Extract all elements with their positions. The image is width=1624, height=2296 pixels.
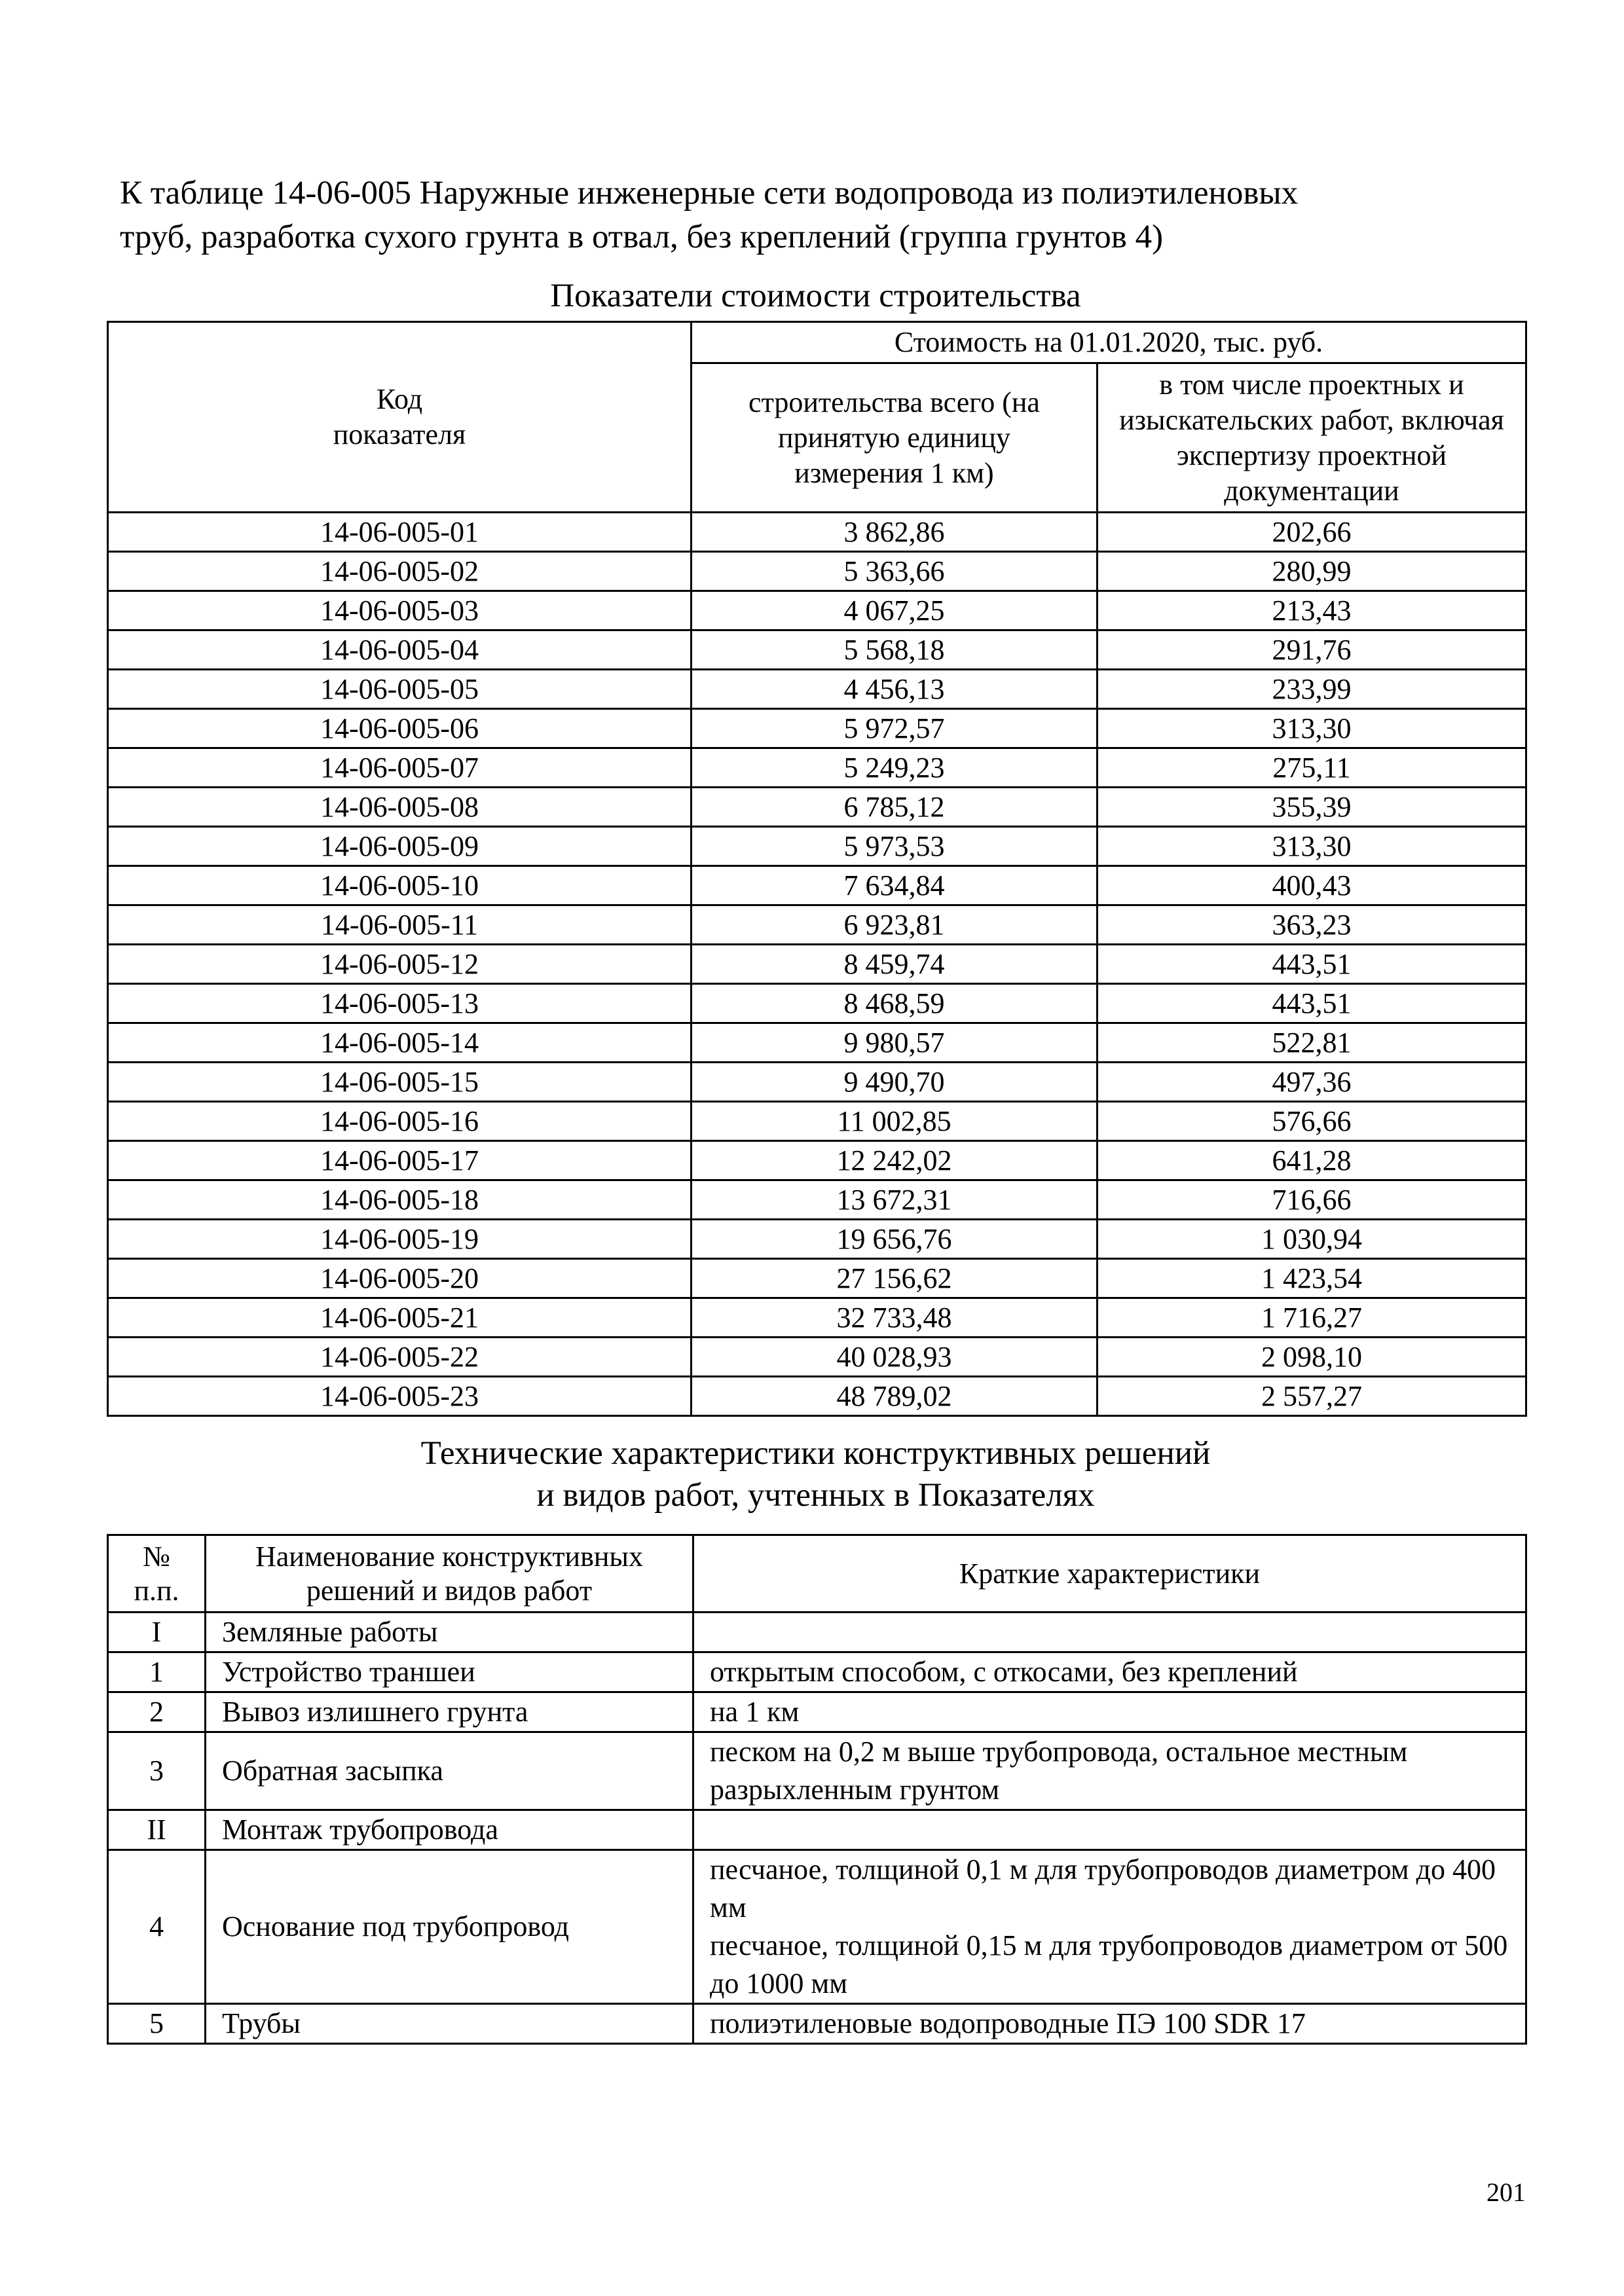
- item-number: 3: [108, 1732, 206, 1810]
- indicator-code: 14-06-005-08: [108, 788, 692, 827]
- indicator-code: 14-06-005-22: [108, 1338, 692, 1377]
- total-cost: 8 468,59: [692, 984, 1098, 1023]
- total-cost: 5 973,53: [692, 827, 1098, 866]
- total-cost: 5 972,57: [692, 709, 1098, 748]
- document-heading: [120, 172, 1528, 259]
- solution-name: Земляные работы: [206, 1613, 693, 1652]
- design-cost: 363,23: [1098, 905, 1526, 945]
- indicator-code: 14-06-005-19: [108, 1220, 692, 1259]
- cost-row: [108, 945, 1526, 984]
- total-cost: 3 862,86: [692, 513, 1098, 552]
- design-cost: 443,51: [1098, 945, 1526, 984]
- indicator-code: 14-06-005-03: [108, 591, 692, 630]
- cost-row: [108, 1259, 1526, 1298]
- cost-row: [108, 630, 1526, 670]
- indicator-code: 14-06-005-09: [108, 827, 692, 866]
- design-cost: 576,66: [1098, 1102, 1526, 1141]
- cost-row: [108, 1180, 1526, 1220]
- design-cost: 280,99: [1098, 552, 1526, 591]
- cost-row: [108, 513, 1526, 552]
- cost-row: [108, 1220, 1526, 1259]
- design-cost: 355,39: [1098, 788, 1526, 827]
- design-cost: 1 423,54: [1098, 1259, 1526, 1298]
- solution-name: Монтаж трубопровода: [206, 1810, 693, 1850]
- indicator-code: 14-06-005-18: [108, 1180, 692, 1220]
- technical-characteristics-table: [107, 1534, 1527, 2045]
- brief-characteristic: полиэтиленовые водопроводные ПЭ 100 SDR 17: [693, 2004, 1526, 2044]
- total-cost: 5 363,66: [692, 552, 1098, 591]
- page-number: 201: [1486, 2178, 1526, 2207]
- table2-title: Технические характеристики конструктивных решений и видов работ, учтенных в Показателях: [420, 1435, 1211, 1514]
- indicator-code: 14-06-005-02: [108, 552, 692, 591]
- cost-row: [108, 748, 1526, 788]
- cost-row: [108, 670, 1526, 709]
- total-cost: 12 242,02: [692, 1141, 1098, 1180]
- solution-name: Вывоз излишнего грунта: [206, 1692, 693, 1732]
- cost-row: [108, 1063, 1526, 1102]
- brief-characteristic: [693, 1810, 1526, 1850]
- total-cost: 6 785,12: [692, 788, 1098, 827]
- item-number: 4: [108, 1850, 206, 2004]
- design-cost: 400,43: [1098, 866, 1526, 905]
- total-cost: 9 980,57: [692, 1023, 1098, 1063]
- indicator-code: 14-06-005-20: [108, 1259, 692, 1298]
- indicator-code: 14-06-005-11: [108, 905, 692, 945]
- design-cost: 313,30: [1098, 827, 1526, 866]
- item-number: I: [108, 1613, 206, 1652]
- heading-line-1: К таблице 14-06-005 Наружные инженерные сети водопровода из полиэтиленовых: [120, 175, 1299, 211]
- cost-indicators-table: [107, 321, 1527, 1417]
- indicator-code: 14-06-005-07: [108, 748, 692, 788]
- cost-row: [108, 709, 1526, 748]
- indicator-code: 14-06-005-14: [108, 1023, 692, 1063]
- total-cost: 32 733,48: [692, 1298, 1098, 1338]
- total-cost: 5 568,18: [692, 630, 1098, 670]
- indicator-code: 14-06-005-01: [108, 513, 692, 552]
- design-cost: 1 030,94: [1098, 1220, 1526, 1259]
- design-cost: 213,43: [1098, 591, 1526, 630]
- total-cost: 9 490,70: [692, 1063, 1098, 1102]
- total-cost: 4 456,13: [692, 670, 1098, 709]
- header-brief-characteristics: Краткие характеристики: [693, 1535, 1526, 1613]
- cost-row: [108, 1102, 1526, 1141]
- characteristic-row: [108, 1652, 1526, 1692]
- indicator-code: 14-06-005-15: [108, 1063, 692, 1102]
- cost-row: [108, 984, 1526, 1023]
- header-code: Код показателя: [108, 322, 692, 513]
- brief-characteristic: открытым способом, с откосами, без креплений: [693, 1652, 1526, 1692]
- cost-row: [108, 905, 1526, 945]
- heading-line-2: труб, разработка сухого грунта в отвал, без креплений (группа грунтов 4): [120, 219, 1164, 255]
- cost-row: [108, 1338, 1526, 1377]
- design-cost: 497,36: [1098, 1063, 1526, 1102]
- solution-name: Устройство траншеи: [206, 1652, 693, 1692]
- characteristic-row: [108, 2004, 1526, 2044]
- indicator-code: 14-06-005-16: [108, 1102, 692, 1141]
- brief-characteristic: песком на 0,2 м выше трубопровода, остальное местным разрыхленным грунтом: [693, 1732, 1526, 1810]
- cost-row: [108, 866, 1526, 905]
- design-cost: 2 557,27: [1098, 1377, 1526, 1416]
- item-number: 1: [108, 1652, 206, 1692]
- cost-row: [108, 788, 1526, 827]
- table1-title: Показатели стоимости строительства: [550, 278, 1081, 314]
- indicator-code: 14-06-005-06: [108, 709, 692, 748]
- solution-name: Трубы: [206, 2004, 693, 2044]
- cost-row: [108, 1377, 1526, 1416]
- cost-row: [108, 1298, 1526, 1338]
- design-cost: 275,11: [1098, 748, 1526, 788]
- cost-row: [108, 1141, 1526, 1180]
- characteristic-row: [108, 1692, 1526, 1732]
- total-cost: 19 656,76: [692, 1220, 1098, 1259]
- total-cost: 13 672,31: [692, 1180, 1098, 1220]
- characteristic-row: [108, 1732, 1526, 1810]
- total-cost: 6 923,81: [692, 905, 1098, 945]
- design-cost: 1 716,27: [1098, 1298, 1526, 1338]
- design-cost: 291,76: [1098, 630, 1526, 670]
- indicator-code: 14-06-005-21: [108, 1298, 692, 1338]
- item-number: 5: [108, 2004, 206, 2044]
- total-cost: 5 249,23: [692, 748, 1098, 788]
- indicator-code: 14-06-005-23: [108, 1377, 692, 1416]
- item-number: 2: [108, 1692, 206, 1732]
- indicator-code: 14-06-005-05: [108, 670, 692, 709]
- solution-name: Основание под трубопровод: [206, 1850, 693, 2004]
- characteristic-row: [108, 1850, 1526, 2004]
- design-cost: 522,81: [1098, 1023, 1526, 1063]
- indicator-code: 14-06-005-10: [108, 866, 692, 905]
- design-cost: 233,99: [1098, 670, 1526, 709]
- design-cost: 202,66: [1098, 513, 1526, 552]
- cost-row: [108, 827, 1526, 866]
- design-cost: 2 098,10: [1098, 1338, 1526, 1377]
- header-design-cost: в том числе проектных и изыскательских работ, включая экспертизу проектной документации: [1098, 363, 1526, 513]
- total-cost: 27 156,62: [692, 1259, 1098, 1298]
- design-cost: 443,51: [1098, 984, 1526, 1023]
- design-cost: 641,28: [1098, 1141, 1526, 1180]
- total-cost: 8 459,74: [692, 945, 1098, 984]
- total-cost: 4 067,25: [692, 591, 1098, 630]
- header-total-cost: строительства всего (на принятую единицу измерения 1 км): [692, 363, 1098, 513]
- brief-characteristic: песчаное, толщиной 0,1 м для трубопроводов диаметром до 400 мм песчаное, толщиной 0,15 м для трубопроводов диаметром от 500 до 1000 мм: [693, 1850, 1526, 2004]
- total-cost: 11 002,85: [692, 1102, 1098, 1141]
- characteristic-row: [108, 1613, 1526, 1652]
- characteristics-table-body: [108, 1613, 1526, 2044]
- header-cost-group: Стоимость на 01.01.2020, тыс. руб.: [692, 322, 1526, 363]
- header-item-number: № п.п.: [108, 1535, 206, 1613]
- brief-characteristic: на 1 км: [693, 1692, 1526, 1732]
- indicator-code: 14-06-005-17: [108, 1141, 692, 1180]
- total-cost: 40 028,93: [692, 1338, 1098, 1377]
- indicator-code: 14-06-005-13: [108, 984, 692, 1023]
- cost-row: [108, 1023, 1526, 1063]
- solution-name: Обратная засыпка: [206, 1732, 693, 1810]
- indicator-code: 14-06-005-04: [108, 630, 692, 670]
- cost-row: [108, 591, 1526, 630]
- cost-row: [108, 552, 1526, 591]
- design-cost: 313,30: [1098, 709, 1526, 748]
- indicator-code: 14-06-005-12: [108, 945, 692, 984]
- characteristic-row: [108, 1810, 1526, 1850]
- header-solution-name: Наименование конструктивных решений и видов работ: [206, 1535, 693, 1613]
- total-cost: 7 634,84: [692, 866, 1098, 905]
- item-number: II: [108, 1810, 206, 1850]
- design-cost: 716,66: [1098, 1180, 1526, 1220]
- total-cost: 48 789,02: [692, 1377, 1098, 1416]
- cost-table-body: [108, 513, 1526, 1416]
- brief-characteristic: [693, 1613, 1526, 1652]
